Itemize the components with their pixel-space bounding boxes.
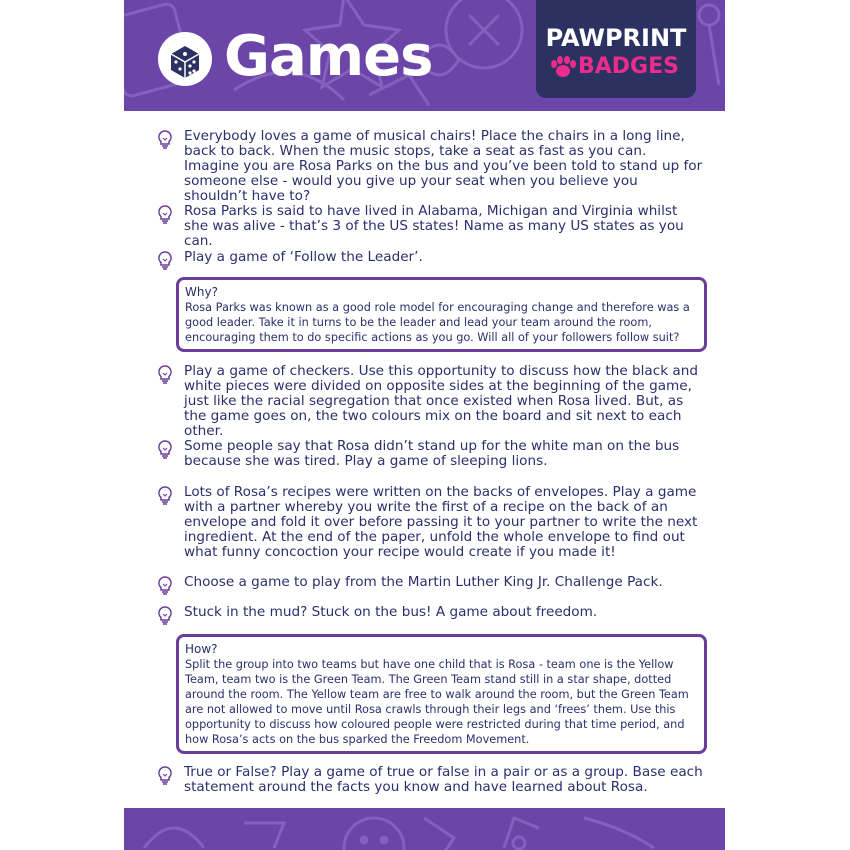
list-item: Play a game of checkers. Use this opportunity to discuss how the black and white pieces were divided on opposite sides at the beginning of the game, just like the racial segregation that once existed when Rosa lived. But, as the game goes on, the two colours mix on the board and sit next to each other. — [184, 363, 698, 439]
lightbulb-icon — [156, 129, 174, 153]
lightbulb-icon — [156, 204, 174, 228]
lightbulb-icon — [156, 364, 174, 388]
list-item: Some people say that Rosa didn’t stand up for the white man on the bus because she was tired. Play a game of sleeping lions. — [184, 438, 680, 469]
logo-top-text: PAWPRINT — [545, 24, 687, 52]
paw-icon — [550, 56, 576, 78]
list-item: True or False? Play a game of true or false in a pair or as a group. Base each statement around the facts you know and have learned about Rosa. — [184, 764, 703, 795]
list-item: Stuck in the mud? Stuck on the bus! A game about freedom. — [184, 604, 598, 620]
page-title: Games — [224, 24, 433, 89]
why-box — [176, 277, 707, 352]
lightbulb-icon — [156, 605, 174, 629]
background-doodles — [124, 808, 725, 850]
list-item: Play a game of ‘Follow the Leader’. — [184, 249, 423, 265]
box-text: Split the group into two teams but have one child that is Rosa - team one is the Yellow Team, team two is the Green Team. The Green Team stand still in a star shape, dotted around the room. The Yellow team are free to walk around the room, but the Green Team are not allowed to move until Rosa crawls through their legs and ‘frees’ them. Use this opportunity to discuss how coloured people were restricted during that time period, and how Rosa’s acts on the bus sparked the Freedom Movement. — [185, 658, 689, 746]
lightbulb-icon — [156, 250, 174, 274]
lightbulb-icon — [156, 439, 174, 463]
logo-bottom-text: BADGES — [578, 54, 679, 79]
list-item: Choose a game to play from the Martin Luther King Jr. Challenge Pack. — [184, 574, 663, 590]
footer-banner — [124, 808, 725, 850]
box-heading: Why? — [185, 285, 218, 299]
how-box — [176, 634, 707, 754]
box-heading: How? — [185, 642, 218, 656]
list-item: Lots of Rosa’s recipes were written on the backs of envelopes. Play a game with a partner whereby you write the first of a recipe on the back of an envelope and fold it over before passing it to your partner to write the next ingredient. At the end of the paper, unfold the whole envelope to find out what funny concoction your recipe would create if you made it! — [184, 484, 698, 560]
dice-icon — [158, 32, 212, 86]
lightbulb-icon — [156, 765, 174, 789]
list-item: Everybody loves a game of musical chairs! Place the chairs in a long line, back to back. When the music stops, take a seat as fast as you can. Imagine you are Rosa Parks on the bus and you’ve been told to stand up for someone else - would you give up your seat when you believe you shouldn’t have to? — [184, 128, 703, 204]
header-banner — [124, 0, 725, 111]
lightbulb-icon — [156, 485, 174, 509]
worksheet-page — [124, 0, 725, 850]
lightbulb-icon — [156, 575, 174, 599]
box-text: Rosa Parks was known as a good role model for encouraging change and therefore was a good leader. Take it in turns to be the leader and lead your team around the room, encouraging them to do specific actions as you go. Will all of your followers follow suit? — [185, 301, 690, 344]
list-item: Rosa Parks is said to have lived in Alabama, Michigan and Virginia whilst she was alive - that’s 3 of the US states! Name as many US states as you can. — [184, 203, 684, 249]
pawprint-badges-logo — [536, 0, 696, 98]
